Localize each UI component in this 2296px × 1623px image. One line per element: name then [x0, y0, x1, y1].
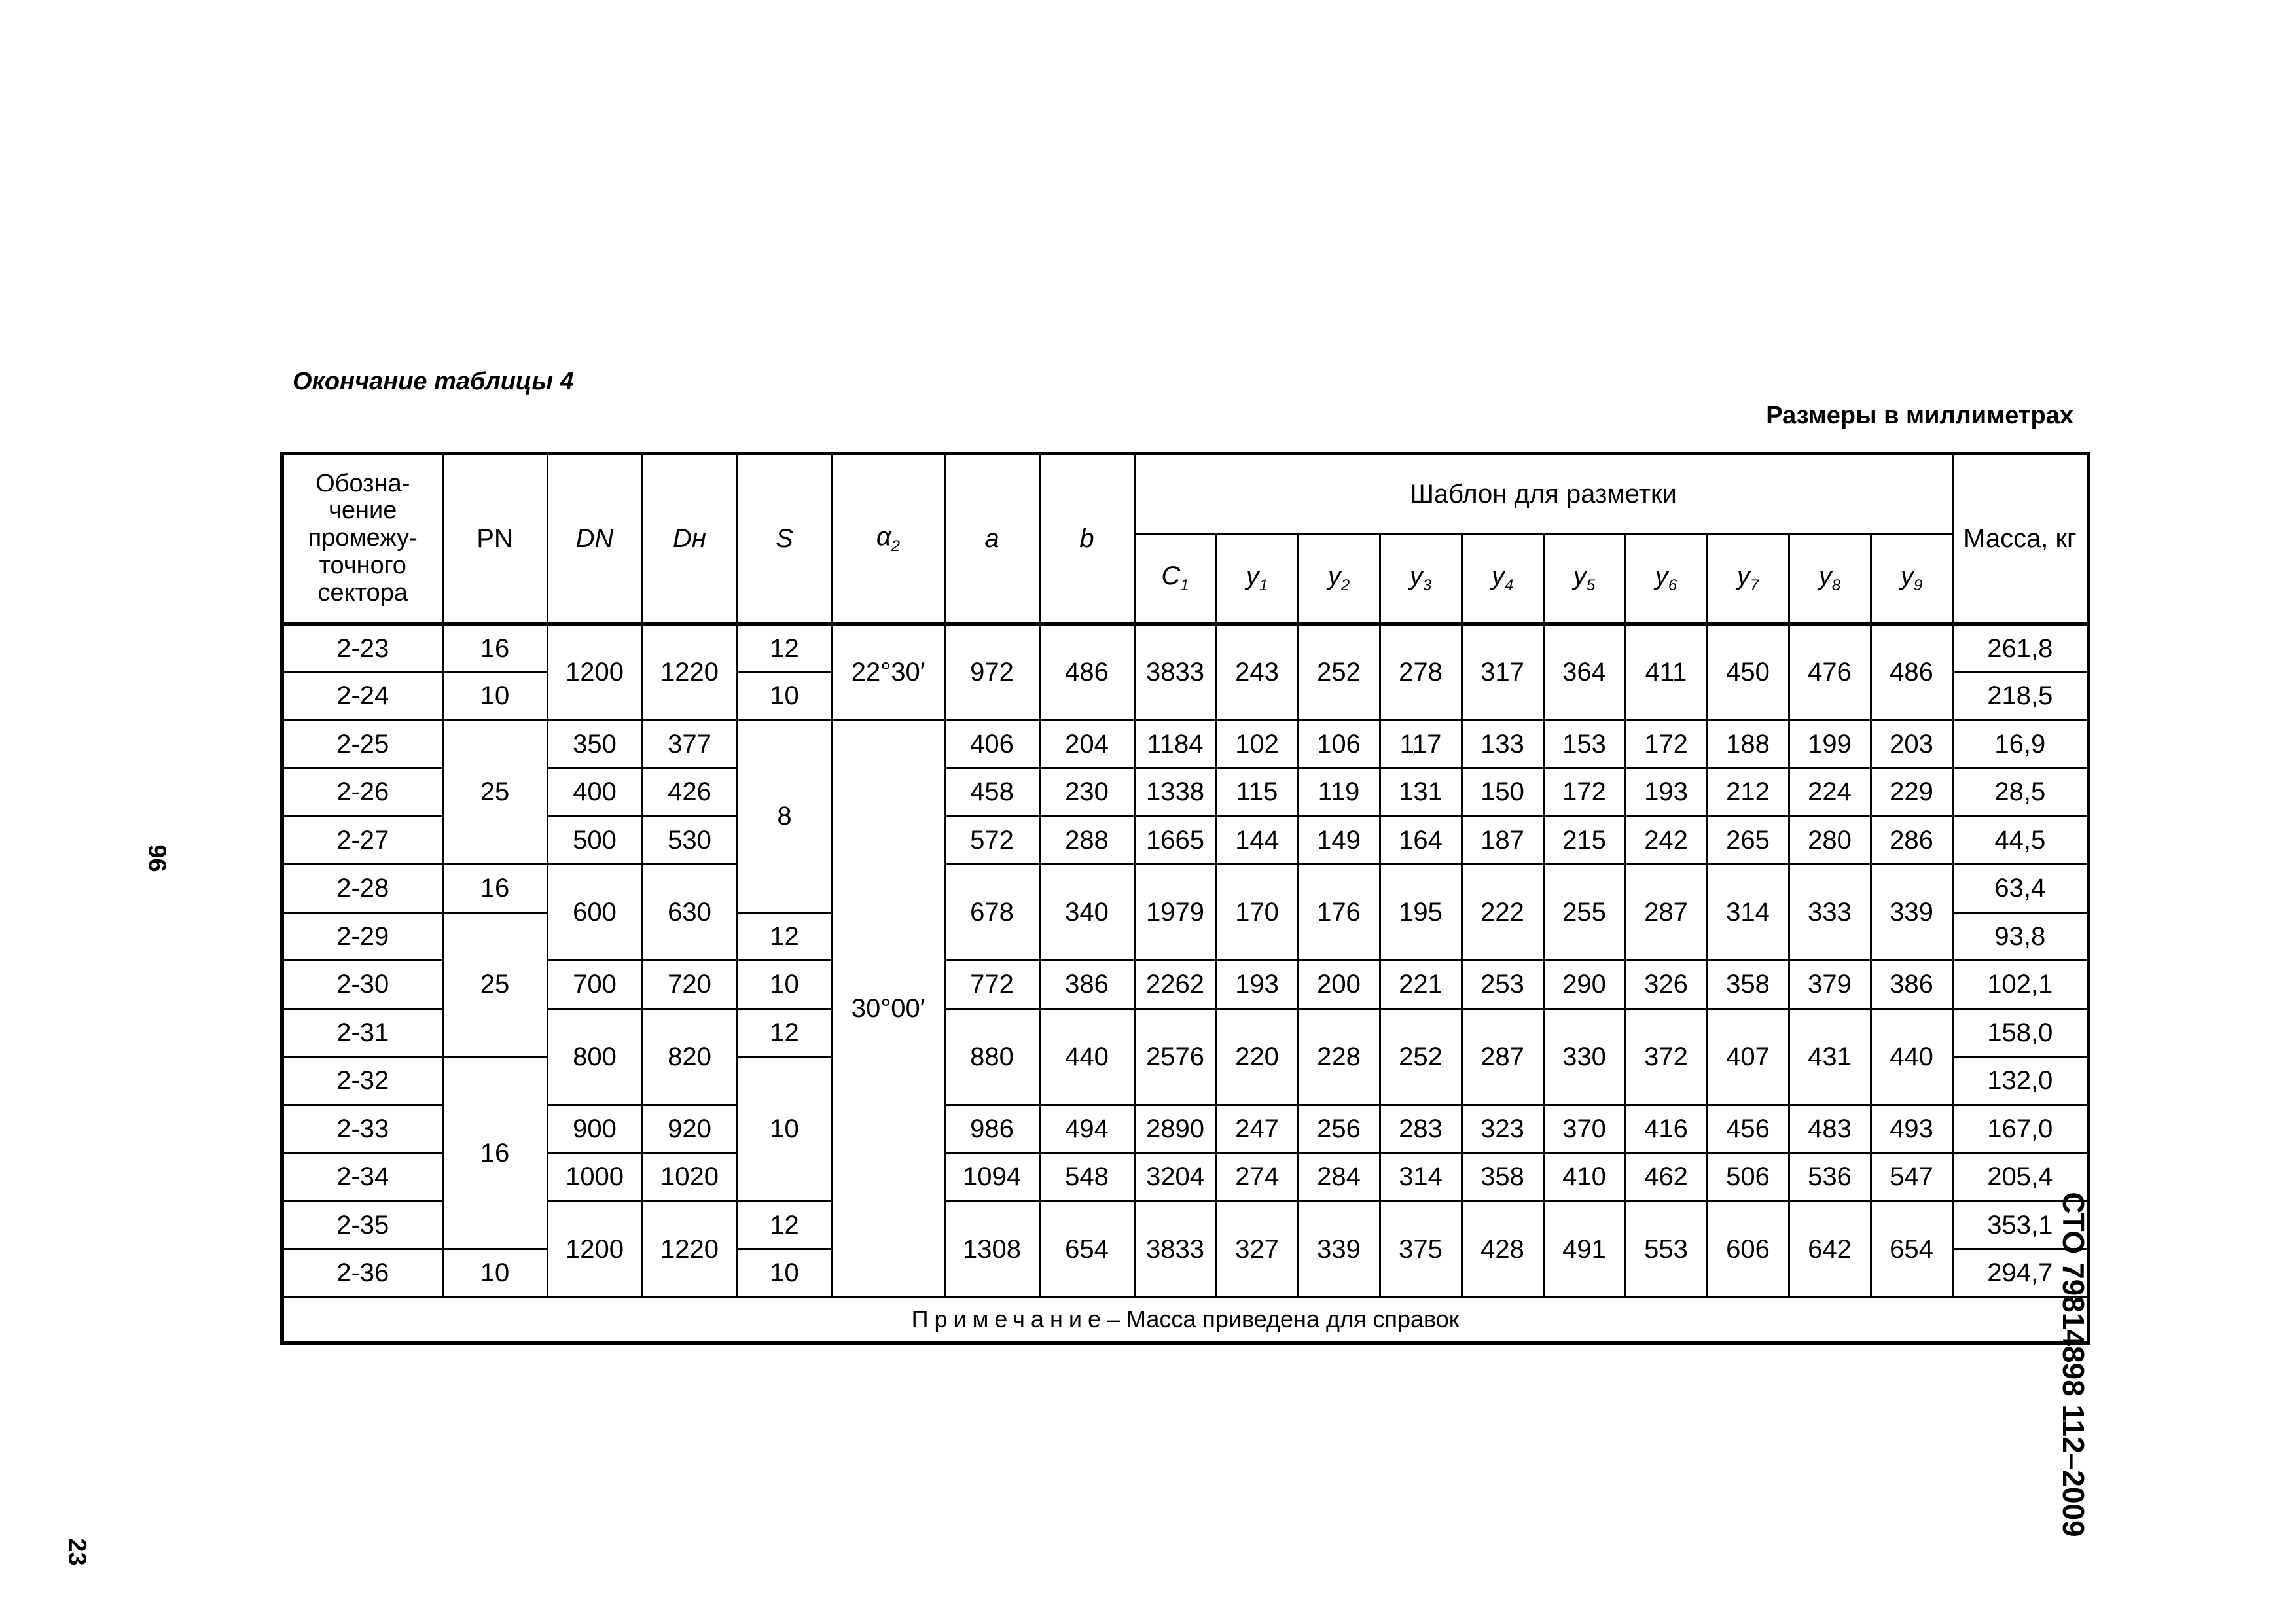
cell-pn: 16 — [442, 624, 547, 672]
cell-y8: 483 — [1789, 1105, 1871, 1153]
standard-designation: СТО 79814898 112–2009 — [2056, 1192, 2090, 1537]
cell-c1: 1184 — [1134, 720, 1216, 768]
cell-y9: 654 — [1871, 1201, 1952, 1297]
cell-y7: 265 — [1707, 816, 1789, 865]
header-y4: $y_4$ — [1462, 533, 1543, 624]
cell-y3: 314 — [1380, 1153, 1462, 1202]
cell-mass: 28,5 — [1952, 768, 2089, 817]
cell-y5: 491 — [1543, 1201, 1625, 1297]
cell-s: 12 — [737, 1201, 832, 1249]
table-note: Примечание– Масса приведена для справок — [282, 1297, 2089, 1343]
cell-a: 678 — [944, 865, 1039, 961]
cell-y7: 456 — [1707, 1105, 1789, 1153]
cell-s: 12 — [737, 912, 832, 961]
cell-s: 10 — [737, 961, 832, 1009]
cell-designation: 2-30 — [282, 961, 442, 1009]
cell-y2: 200 — [1298, 961, 1380, 1009]
header-y3: $y_3$ — [1380, 533, 1462, 624]
bottom-page-number: 23 — [63, 1538, 91, 1566]
rotated-page-number: 96 — [143, 844, 171, 872]
header-y2: $y_2$ — [1298, 533, 1380, 624]
cell-y1: 102 — [1216, 720, 1298, 768]
cell-b: 340 — [1039, 865, 1134, 961]
header-alpha: $\alpha_2$ — [832, 454, 944, 624]
cell-y7: 314 — [1707, 865, 1789, 961]
cell-c1: 1338 — [1134, 768, 1216, 817]
cell-s: 12 — [737, 624, 832, 672]
cell-y1: 243 — [1216, 624, 1298, 720]
cell-y4: 358 — [1462, 1153, 1543, 1202]
cell-c1: 1979 — [1134, 865, 1216, 961]
cell-a: 972 — [944, 624, 1039, 720]
cell-c1: 3204 — [1134, 1153, 1216, 1202]
cell-y7: 358 — [1707, 961, 1789, 1009]
cell-dh: 720 — [642, 961, 737, 1009]
header-y6: $y_6$ — [1625, 533, 1707, 624]
cell-mass: 158,0 — [1952, 1008, 2089, 1057]
cell-y9: 339 — [1871, 865, 1952, 961]
cell-dh: 1220 — [642, 624, 737, 720]
cell-y5: 153 — [1543, 720, 1625, 768]
cell-a: 1308 — [944, 1201, 1039, 1297]
cell-mass: 63,4 — [1952, 865, 2089, 913]
cell-y3: 117 — [1380, 720, 1462, 768]
cell-mass: 44,5 — [1952, 816, 2089, 865]
header-template-group: Шаблон для разметки — [1134, 454, 1952, 533]
cell-y9: 386 — [1871, 961, 1952, 1009]
cell-pn: 25 — [442, 912, 547, 1057]
cell-mass: 93,8 — [1952, 912, 2089, 961]
cell-y2: 176 — [1298, 865, 1380, 961]
cell-y5: 410 — [1543, 1153, 1625, 1202]
cell-designation: 2-29 — [282, 912, 442, 961]
header-pn: PN — [442, 454, 547, 624]
cell-dh: 1220 — [642, 1201, 737, 1297]
cell-b: 230 — [1039, 768, 1134, 817]
cell-designation: 2-24 — [282, 672, 442, 721]
cell-y8: 199 — [1789, 720, 1871, 768]
cell-dn: 500 — [547, 816, 642, 865]
cell-y8: 333 — [1789, 865, 1871, 961]
cell-y5: 370 — [1543, 1105, 1625, 1153]
header-y5: $y_5$ — [1543, 533, 1625, 624]
cell-c1: 2890 — [1134, 1105, 1216, 1153]
cell-y7: 606 — [1707, 1201, 1789, 1297]
header-c1: $C_1$ — [1134, 533, 1216, 624]
header-b: b — [1039, 454, 1134, 624]
cell-y4: 253 — [1462, 961, 1543, 1009]
cell-pn: 10 — [442, 1249, 547, 1298]
header-dh: Dн — [642, 454, 737, 624]
cell-y3: 131 — [1380, 768, 1462, 817]
header-designation: Обозна-чение промежу-точного сектора — [282, 454, 442, 624]
cell-y8: 536 — [1789, 1153, 1871, 1202]
cell-alpha: 30°00′ — [832, 720, 944, 1297]
cell-pn: 25 — [442, 720, 547, 865]
cell-a: 986 — [944, 1105, 1039, 1153]
cell-y2: 119 — [1298, 768, 1380, 817]
cell-y7: 188 — [1707, 720, 1789, 768]
cell-mass: 132,0 — [1952, 1057, 2089, 1105]
cell-b: 548 — [1039, 1153, 1134, 1202]
cell-y1: 144 — [1216, 816, 1298, 865]
cell-y5: 330 — [1543, 1008, 1625, 1105]
cell-y3: 221 — [1380, 961, 1462, 1009]
cell-c1: 2262 — [1134, 961, 1216, 1009]
cell-y6: 326 — [1625, 961, 1707, 1009]
cell-y8: 224 — [1789, 768, 1871, 817]
cell-y9: 493 — [1871, 1105, 1952, 1153]
cell-y2: 228 — [1298, 1008, 1380, 1105]
cell-pn: 10 — [442, 672, 547, 721]
cell-y2: 339 — [1298, 1201, 1380, 1297]
cell-s: 10 — [737, 672, 832, 721]
cell-y8: 280 — [1789, 816, 1871, 865]
cell-y4: 133 — [1462, 720, 1543, 768]
cell-designation: 2-32 — [282, 1057, 442, 1105]
cell-y7: 212 — [1707, 768, 1789, 817]
cell-designation: 2-28 — [282, 865, 442, 913]
cell-dn: 800 — [547, 1008, 642, 1105]
cell-y4: 187 — [1462, 816, 1543, 865]
cell-y3: 375 — [1380, 1201, 1462, 1297]
cell-y6: 416 — [1625, 1105, 1707, 1153]
cell-y4: 287 — [1462, 1008, 1543, 1105]
cell-b: 440 — [1039, 1008, 1134, 1105]
cell-y2: 149 — [1298, 816, 1380, 865]
cell-mass: 218,5 — [1952, 672, 2089, 721]
cell-y3: 283 — [1380, 1105, 1462, 1153]
cell-mass: 167,0 — [1952, 1105, 2089, 1153]
cell-y2: 256 — [1298, 1105, 1380, 1153]
cell-dh: 630 — [642, 865, 737, 961]
cell-mass: 16,9 — [1952, 720, 2089, 768]
cell-y8: 431 — [1789, 1008, 1871, 1105]
cell-s: 12 — [737, 1008, 832, 1057]
cell-designation: 2-36 — [282, 1249, 442, 1298]
cell-y5: 255 — [1543, 865, 1625, 961]
cell-y8: 476 — [1789, 624, 1871, 720]
cell-designation: 2-23 — [282, 624, 442, 672]
cell-designation: 2-27 — [282, 816, 442, 865]
cell-y2: 252 — [1298, 624, 1380, 720]
cell-designation: 2-25 — [282, 720, 442, 768]
cell-b: 204 — [1039, 720, 1134, 768]
cell-pn: 16 — [442, 865, 547, 913]
cell-mass: 353,1 — [1952, 1201, 2089, 1249]
cell-b: 494 — [1039, 1105, 1134, 1153]
cell-designation: 2-26 — [282, 768, 442, 817]
cell-y4: 222 — [1462, 865, 1543, 961]
cell-y1: 274 — [1216, 1153, 1298, 1202]
cell-s: 10 — [737, 1249, 832, 1298]
cell-s: 8 — [737, 720, 832, 912]
cell-designation: 2-35 — [282, 1201, 442, 1249]
cell-y5: 290 — [1543, 961, 1625, 1009]
cell-y1: 115 — [1216, 768, 1298, 817]
cell-a: 458 — [944, 768, 1039, 817]
cell-a: 772 — [944, 961, 1039, 1009]
cell-s: 10 — [737, 1057, 832, 1202]
cell-y5: 215 — [1543, 816, 1625, 865]
cell-y8: 642 — [1789, 1201, 1871, 1297]
cell-dh: 820 — [642, 1008, 737, 1105]
dimensions-table — [280, 452, 2090, 1345]
header-y9: $y_9$ — [1871, 533, 1952, 624]
cell-c1: 2576 — [1134, 1008, 1216, 1105]
cell-c1: 3833 — [1134, 1201, 1216, 1297]
cell-y6: 411 — [1625, 624, 1707, 720]
table-caption: Окончание таблицы 4 — [293, 368, 574, 395]
units-label: Размеры в миллиметрах — [1766, 402, 2073, 429]
cell-y7: 506 — [1707, 1153, 1789, 1202]
cell-y9: 229 — [1871, 768, 1952, 817]
cell-y1: 170 — [1216, 865, 1298, 961]
cell-y1: 193 — [1216, 961, 1298, 1009]
header-y1: $y_1$ — [1216, 533, 1298, 624]
cell-y1: 247 — [1216, 1105, 1298, 1153]
cell-mass: 294,7 — [1952, 1249, 2089, 1298]
cell-dn: 900 — [547, 1105, 642, 1153]
cell-a: 572 — [944, 816, 1039, 865]
cell-mass: 102,1 — [1952, 961, 2089, 1009]
cell-y4: 150 — [1462, 768, 1543, 817]
cell-dh: 426 — [642, 768, 737, 817]
cell-y3: 164 — [1380, 816, 1462, 865]
cell-designation: 2-33 — [282, 1105, 442, 1153]
cell-y6: 553 — [1625, 1201, 1707, 1297]
cell-alpha: 22°30′ — [832, 624, 944, 720]
cell-c1: 1665 — [1134, 816, 1216, 865]
cell-a: 406 — [944, 720, 1039, 768]
cell-dh: 377 — [642, 720, 737, 768]
cell-mass: 205,4 — [1952, 1153, 2089, 1202]
cell-y5: 172 — [1543, 768, 1625, 817]
cell-y4: 323 — [1462, 1105, 1543, 1153]
cell-y1: 220 — [1216, 1008, 1298, 1105]
header-dn: DN — [547, 454, 642, 624]
cell-y6: 172 — [1625, 720, 1707, 768]
cell-designation: 2-31 — [282, 1008, 442, 1057]
cell-y8: 379 — [1789, 961, 1871, 1009]
header-mass: Масса, кг — [1952, 454, 2089, 624]
cell-dh: 920 — [642, 1105, 737, 1153]
header-a: a — [944, 454, 1039, 624]
cell-y3: 278 — [1380, 624, 1462, 720]
cell-dh: 1020 — [642, 1153, 737, 1202]
header-s: S — [737, 454, 832, 624]
cell-y6: 242 — [1625, 816, 1707, 865]
cell-b: 486 — [1039, 624, 1134, 720]
cell-b: 288 — [1039, 816, 1134, 865]
cell-y6: 462 — [1625, 1153, 1707, 1202]
cell-dh: 530 — [642, 816, 737, 865]
cell-y4: 428 — [1462, 1201, 1543, 1297]
cell-dn: 1000 — [547, 1153, 642, 1202]
cell-y7: 407 — [1707, 1008, 1789, 1105]
cell-y3: 195 — [1380, 865, 1462, 961]
cell-a: 880 — [944, 1008, 1039, 1105]
cell-y6: 372 — [1625, 1008, 1707, 1105]
cell-y6: 193 — [1625, 768, 1707, 817]
cell-y9: 547 — [1871, 1153, 1952, 1202]
cell-dn: 600 — [547, 865, 642, 961]
cell-y6: 287 — [1625, 865, 1707, 961]
cell-dn: 400 — [547, 768, 642, 817]
cell-c1: 3833 — [1134, 624, 1216, 720]
header-y7: $y_7$ — [1707, 533, 1789, 624]
cell-b: 654 — [1039, 1201, 1134, 1297]
header-y8: $y_8$ — [1789, 533, 1871, 624]
cell-designation: 2-34 — [282, 1153, 442, 1202]
cell-y9: 286 — [1871, 816, 1952, 865]
cell-a: 1094 — [944, 1153, 1039, 1202]
cell-y3: 252 — [1380, 1008, 1462, 1105]
cell-dn: 700 — [547, 961, 642, 1009]
cell-y2: 284 — [1298, 1153, 1380, 1202]
cell-dn: 1200 — [547, 624, 642, 720]
cell-y9: 203 — [1871, 720, 1952, 768]
cell-dn: 350 — [547, 720, 642, 768]
cell-y5: 364 — [1543, 624, 1625, 720]
cell-b: 386 — [1039, 961, 1134, 1009]
cell-y1: 327 — [1216, 1201, 1298, 1297]
cell-y9: 486 — [1871, 624, 1952, 720]
cell-y9: 440 — [1871, 1008, 1952, 1105]
cell-y2: 106 — [1298, 720, 1380, 768]
cell-mass: 261,8 — [1952, 624, 2089, 672]
cell-y7: 450 — [1707, 624, 1789, 720]
cell-y4: 317 — [1462, 624, 1543, 720]
cell-pn: 16 — [442, 1057, 547, 1249]
cell-dn: 1200 — [547, 1201, 642, 1297]
